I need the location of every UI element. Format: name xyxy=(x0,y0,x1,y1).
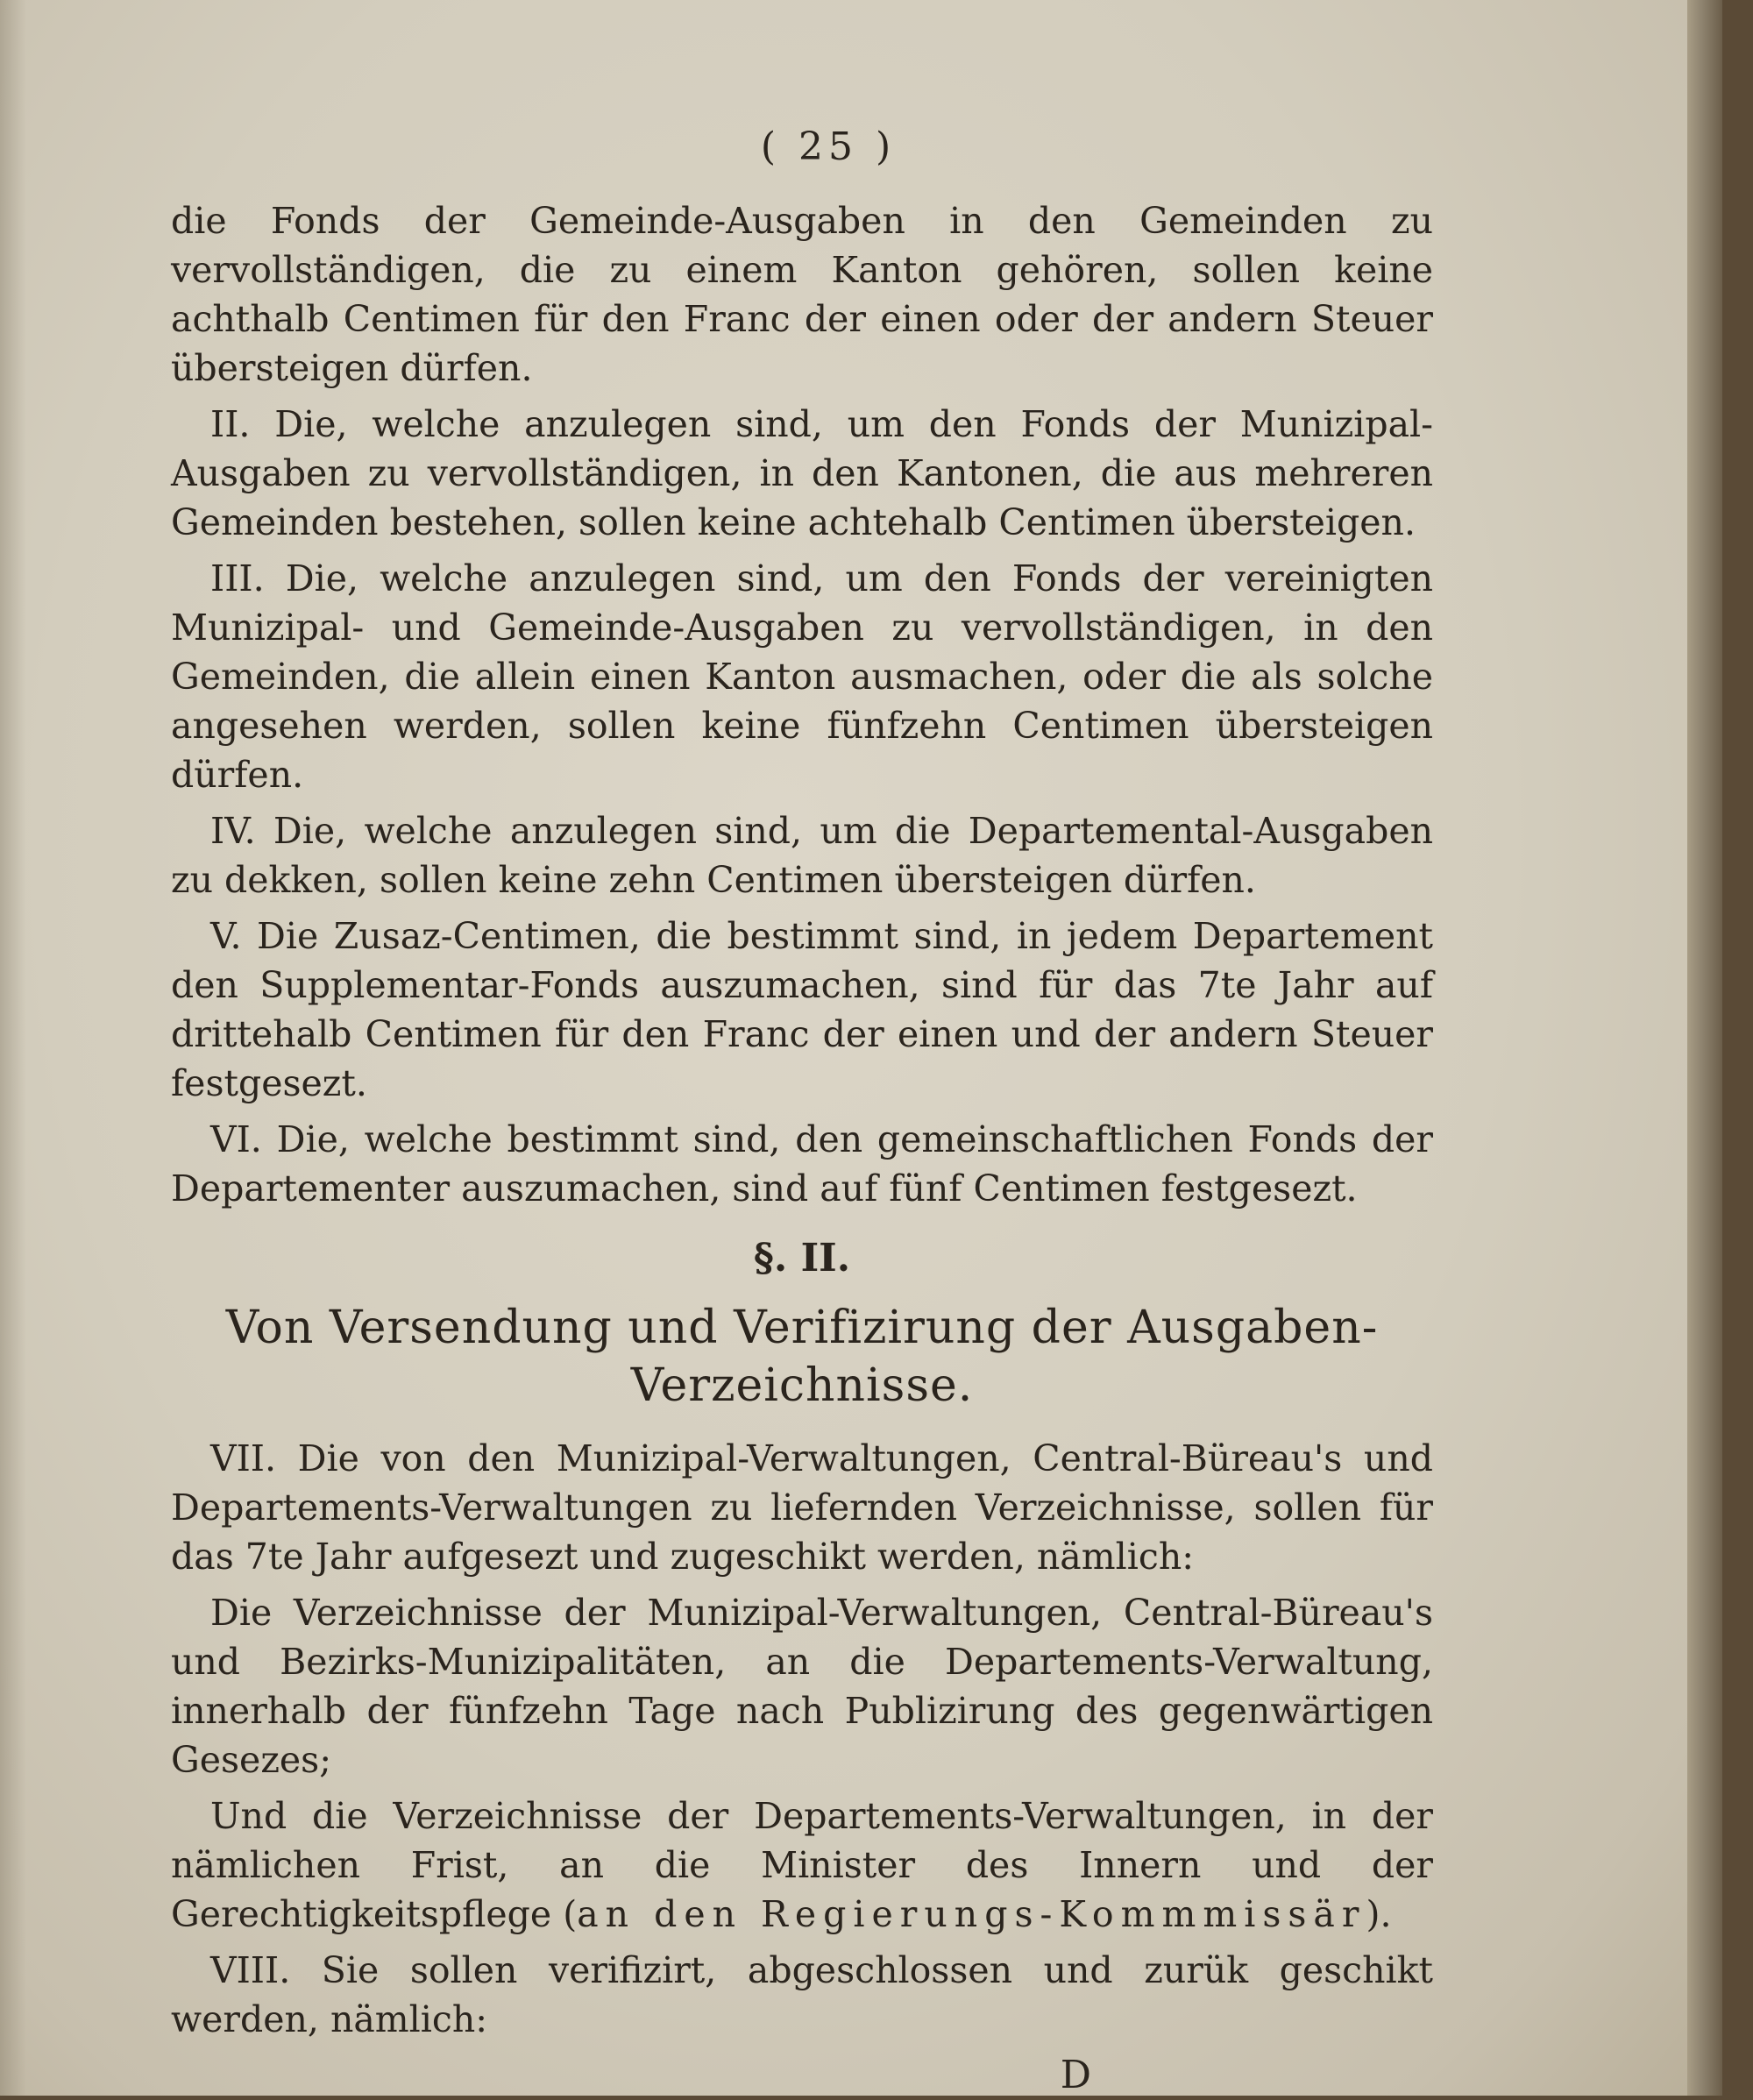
article-vii-departments xyxy=(171,1791,1433,1939)
article-iii: III. Die, welche anzulegen sind, um den Fonds der vereinigten Munizipal- und Gemeinde-Ausgaben zu vervollständigen, in den Gemeinden, die allein einen Kanton ausmachen, oder die als solche angesehen werden, sollen keine fünfzehn Centimen übersteigen dürfen. xyxy=(171,557,1433,796)
article-vii: VII. Die von den Munizipal-Verwaltungen, Central-Büreau's und Departements-Verwaltungen zu liefernden Verzeichnisse, sollen für das 7te Jahr aufgesezt und zugeschikt werden, nämlich: xyxy=(171,1437,1433,1578)
text-block xyxy=(171,123,1433,2100)
article-vii-municipal: Die Verzeichnisse der Munizipal-Verwaltungen, Central-Büreau's und Bezirks-Munizipalitäten, an die Departements-Verwaltung, innerhalb der fünfzehn Tage nach Publizirung des gegenwärtigen Gesezes; xyxy=(171,1592,1433,1781)
paragraph-continuation: die Fonds der Gemeinde-Ausgaben in den Gemeinden zu vervollständigen, die zu einem Kanton gehören, sollen keine achthalb Centimen für den Franc der einen oder der andern Steuer übersteigen dürfen. xyxy=(171,200,1433,389)
article-vi: VI. Die, welche bestimmt sind, den gemeinschaftlichen Fonds der Departementer auszumachen, sind auf fünf Centimen festgesezt. xyxy=(171,1118,1433,1210)
article-v: V. Die Zusaz-Centimen, die bestimmt sind, in jedem Departement den Supplementar-Fonds auszumachen, sind für das 7te Jahr auf drittehalb Centimen für den Franc der einen und der andern Steuer festgesezt. xyxy=(171,915,1433,1104)
commissioner-text: an den Regierungs-Kommmissär xyxy=(577,1893,1366,1935)
article-ii: II. Die, welche anzulegen sind, um den Fonds der Munizipal-Ausgaben zu vervollständigen, in den Kantonen, die aus mehreren Gemeinden bestehen, sollen keine achtehalb Centimen übersteigen. xyxy=(171,403,1433,543)
departments-text: Und die Verzeichnisse der Departements-Verwaltungen, in der nämlichen Frist, an die Minister des Innern und der Gerechtigkeitspflege ( xyxy=(171,1795,1433,1935)
catchword: D xyxy=(1060,2053,1091,2097)
section-number: §. II. xyxy=(753,1236,851,1281)
page-number: ( 25 ) xyxy=(760,124,897,169)
departments-text-end: ). xyxy=(1366,1893,1392,1935)
page-edge xyxy=(1687,0,1722,2096)
section-title: Von Versendung und Verifizirung der Ausgaben-Verzeichnisse. xyxy=(225,1302,1379,1412)
gutter-shadow xyxy=(0,0,26,2096)
article-viii: VIII. Sie sollen verifizirt, abgeschlossen und zurük geschikt werden, nämlich: xyxy=(171,1949,1433,2040)
article-iv: IV. Die, welche anzulegen sind, um die Departemental-Ausgaben zu dekken, sollen keine zehn Centimen übersteigen dürfen. xyxy=(171,810,1433,901)
